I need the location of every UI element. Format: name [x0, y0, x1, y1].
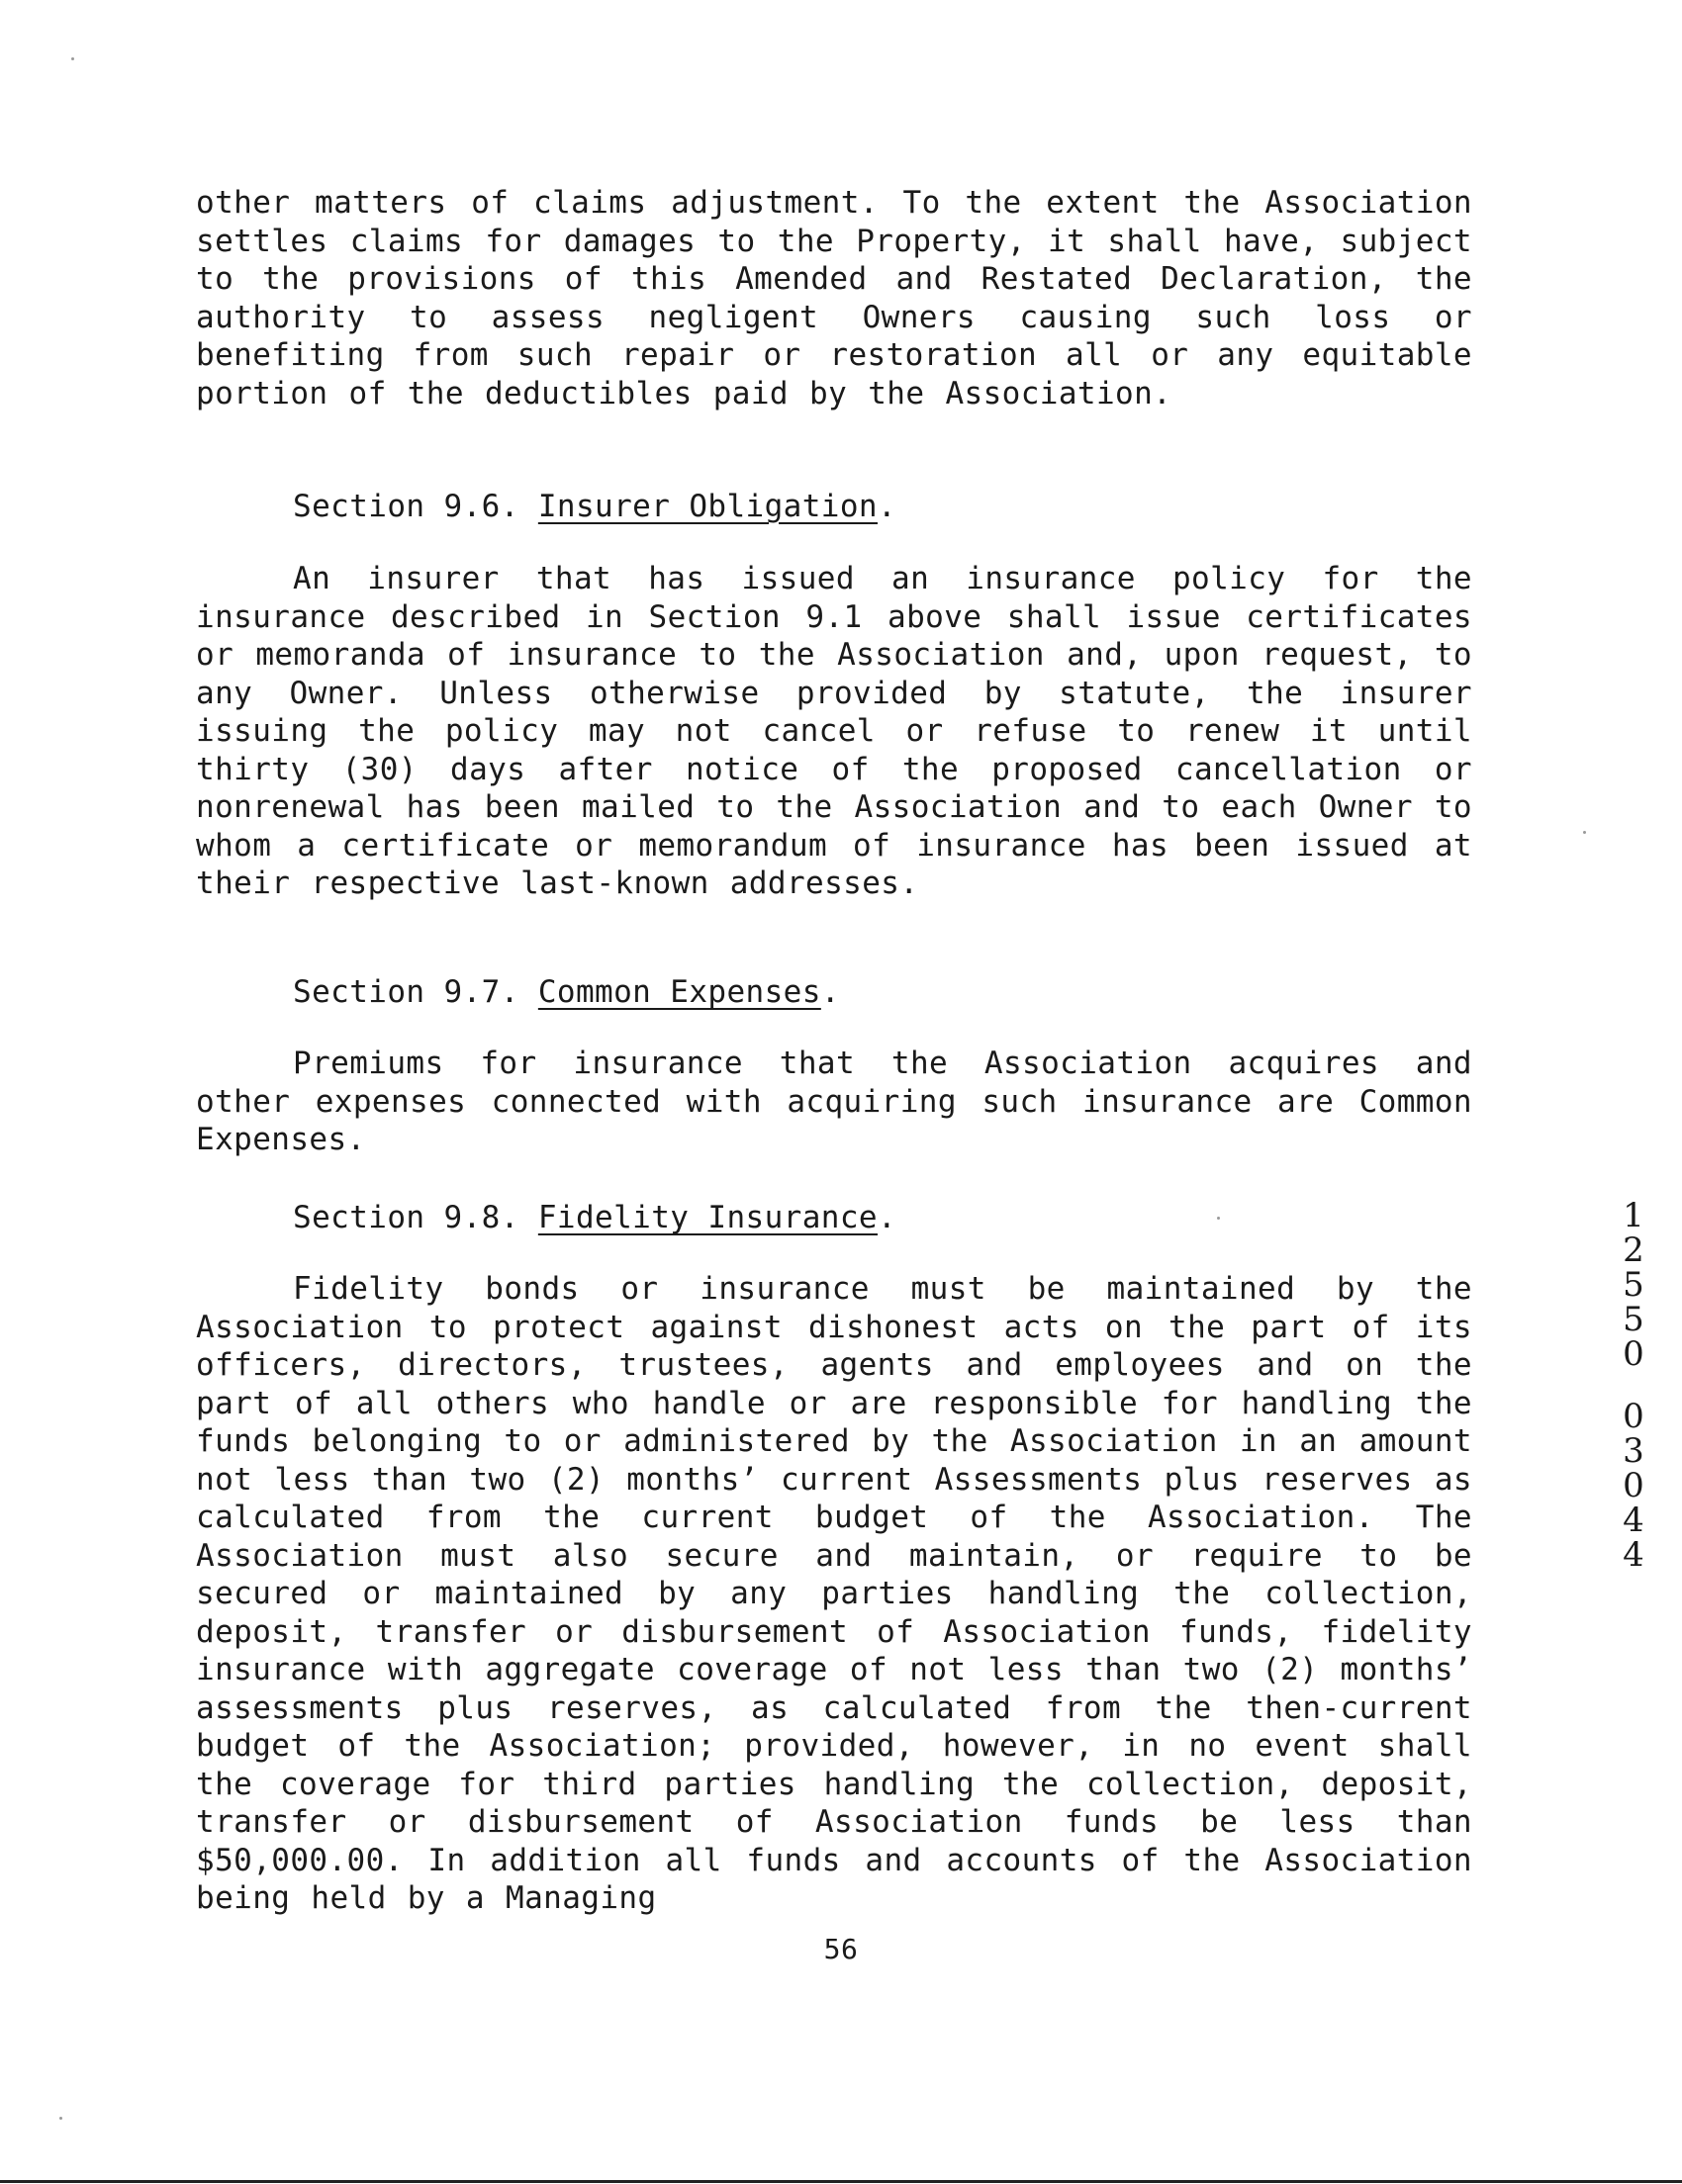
stamp-digit: 5	[1623, 1265, 1644, 1305]
paragraph-claims-adjustment: other matters of claims adjustment. To the extent the Association settles claims for damages to the Property, it shall have, subject to the provisions of this Amended and Restated Declaration, the authority to assess negligent Owners causing such loss or benefiting from such repair or restoration all or any equitable portion of the deductibles paid by the Association.	[196, 185, 1472, 411]
section-body-9-8: Fidelity bonds or insurance must be maintained by the Association to protect against dishonest acts on the part of its officers, directors, trustees, agents and employees and on the part of all others who handle or are responsible for handling the funds belonging to or administered by the Association in an amount not less than two (2) months’ current Assessments plus reserves as calculated from the current budget of the Association. The Association must also secure and maintain, or require to be secured or maintained by any parties handling the collection, deposit, transfer or disbursement of Association funds, fidelity insurance with aggregate coverage of not less than two (2) months’ assessments plus reserves, as calculated from the then-current budget of the Association; provided, however, in no event shall the coverage for third parties handling the collection, deposit, transfer or disbursement of Association funds be less than $50,000.00. In addition all funds and accounts of the Association being held by a Managing	[196, 1271, 1472, 1916]
section-number: Section 9.6.	[293, 489, 519, 524]
section-heading-9-7: Section 9.7. Common Expenses.	[293, 974, 840, 1010]
scan-speck	[59, 2117, 62, 2120]
stamp-digit: 4	[1623, 1501, 1644, 1540]
scan-speck	[71, 57, 74, 60]
page-number: 56	[823, 1933, 859, 1965]
bottom-scan-edge	[0, 2180, 1682, 2183]
section-heading-9-8: Section 9.8. Fidelity Insurance.	[293, 1200, 897, 1235]
stamp-digit: 2	[1623, 1230, 1644, 1270]
section-body-9-6: An insurer that has issued an insurance policy for the insurance described in Section 9.1 above shall issue certificates or memoranda of insurance to the Association and, upon request, to any Owner. Unless otherwise provided by statute, the insurer issuing the policy may not cancel or refuse to renew it until thirty (30) days after notice of the proposed cancellation or nonrenewal has been mailed to the Association and to each Owner to whom a certificate or memorandum of insurance has been issued at their respective last-known addresses.	[196, 561, 1472, 901]
section-body-9-7: Premiums for insurance that the Association acquires and other expenses connected with acquiring such insurance are Common Expenses.	[196, 1046, 1472, 1157]
section-number: Section 9.7.	[293, 974, 519, 1010]
scan-speck	[1217, 1217, 1220, 1220]
stamp-digit: 1	[1623, 1196, 1644, 1235]
section-title: Insurer Obligation	[537, 489, 878, 524]
section-heading-9-6: Section 9.6. Insurer Obligation.	[293, 489, 897, 524]
stamp-digit: 0	[1623, 1334, 1644, 1374]
scan-speck	[1583, 831, 1586, 834]
stamp-digit: 4	[1623, 1535, 1644, 1575]
section-number: Section 9.8.	[293, 1200, 519, 1235]
section-title: Common Expenses	[537, 974, 821, 1010]
stamp-digit: 5	[1623, 1300, 1644, 1339]
section-title: Fidelity Insurance	[537, 1200, 878, 1235]
recording-stamp	[1614, 1196, 1653, 1575]
stamp-digit: 3	[1623, 1431, 1644, 1471]
stamp-digit: 0	[1623, 1397, 1644, 1436]
stamp-digit: 0	[1623, 1466, 1644, 1505]
